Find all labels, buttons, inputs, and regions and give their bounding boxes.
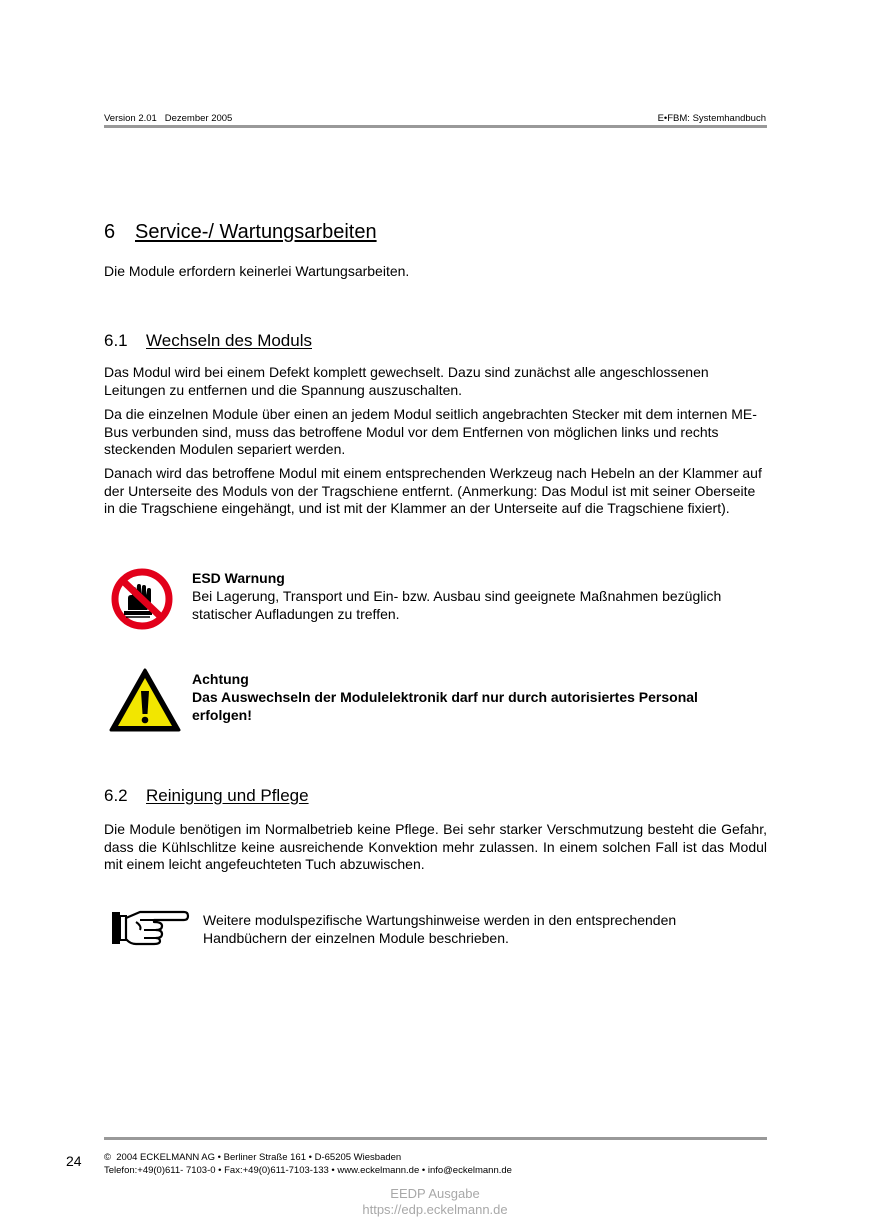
pointing-hand-icon	[110, 908, 190, 948]
caution-title: Achtung	[192, 671, 249, 687]
watermark	[0, 1186, 870, 1218]
footer-address	[104, 1151, 512, 1177]
section-6-1-number: 6.1	[104, 331, 128, 350]
esd-warning-text: Bei Lagerung, Transport und Ein- bzw. Ausbau sind geeignete Maßnahmen bezüglich statischer Aufladungen zu treffen.	[192, 588, 722, 622]
footer-rule	[104, 1137, 767, 1140]
section-6-2-paragraph: Die Module benötigen im Normalbetrieb keine Pflege. Bei sehr starker Verschmutzung besteht die Gefahr, dass die Kühlschlitze keine ausreichende Konvektion mehr zulassen. In einem solchen Fall ist das Modul mit einem leicht angefeuchteten Tuch abzuwischen.	[104, 821, 767, 872]
section-6-2-heading	[104, 786, 309, 806]
section-6-2-number: 6.2	[104, 786, 128, 805]
section-6-2-title: Reinigung und Pflege	[146, 786, 309, 805]
section-6-intro: Die Module erfordern keinerlei Wartungsarbeiten.	[104, 263, 410, 279]
section-6-title: Service-/ Wartungsarbeiten	[135, 221, 377, 243]
warning-triangle-icon	[108, 667, 182, 733]
section-6-1-paragraph: Danach wird das betroffene Modul mit einem entsprechenden Werkzeug nach Hebeln an der Klammer auf der Unterseite des Moduls von der Tragschiene entfernt. (Anmerkung: Das Modul ist mit seiner Oberseite in die Tragschiene eingehängt, und ist mit der Klammer an der Unterseite auf die Tragschiene fixiert).	[104, 465, 762, 516]
header-rule	[104, 125, 767, 128]
page-number: 24	[66, 1153, 82, 1169]
footer-line-contact: Telefon:+49(0)611- 7103-0 • Fax:+49(0)611-7103-133 • www.eckelmann.de • info@eckelmann.de	[104, 1165, 512, 1176]
section-6-number: 6	[104, 221, 116, 243]
caution-text: Das Auswechseln der Modulelektronik darf nur durch autorisiertes Personal erfolgen!	[192, 689, 698, 723]
watermark-line-1: EEDP Ausgabe	[390, 1186, 480, 1201]
section-6-heading	[104, 221, 377, 244]
section-6-1-paragraph: Das Modul wird bei einem Defekt komplett gewechselt. Dazu sind zunächst alle angeschlossenen Leitungen zu entfernen und die Spannung auszuschalten.	[104, 364, 709, 398]
watermark-line-2: https://edp.eckelmann.de	[362, 1202, 508, 1217]
header-document-title: E•FBM: Systemhandbuch	[657, 113, 766, 124]
section-6-1-heading	[104, 331, 312, 351]
section-6-1-title: Wechseln des Moduls	[146, 331, 312, 350]
footer-line-company: © 2004 ECKELMANN AG • Berliner Straße 161 • D-65205 Wiesbaden	[104, 1152, 402, 1163]
esd-prohibition-icon	[110, 567, 174, 631]
header-version: Version 2.01 Dezember 2005	[104, 113, 233, 124]
hint-text: Weitere modulspezifische Wartungshinweise werden in den entsprechenden Handbüchern der einzelnen Module beschrieben.	[203, 912, 677, 946]
section-6-1-paragraph: Da die einzelnen Module über einen an jedem Modul seitlich angebrachten Stecker mit dem internen ME-Bus verbunden sind, muss das betroffene Modul vor dem Entfernen von möglichen links und rechts steckenden Modulen separiert werden.	[104, 406, 757, 457]
esd-warning-title: ESD Warnung	[192, 570, 285, 586]
